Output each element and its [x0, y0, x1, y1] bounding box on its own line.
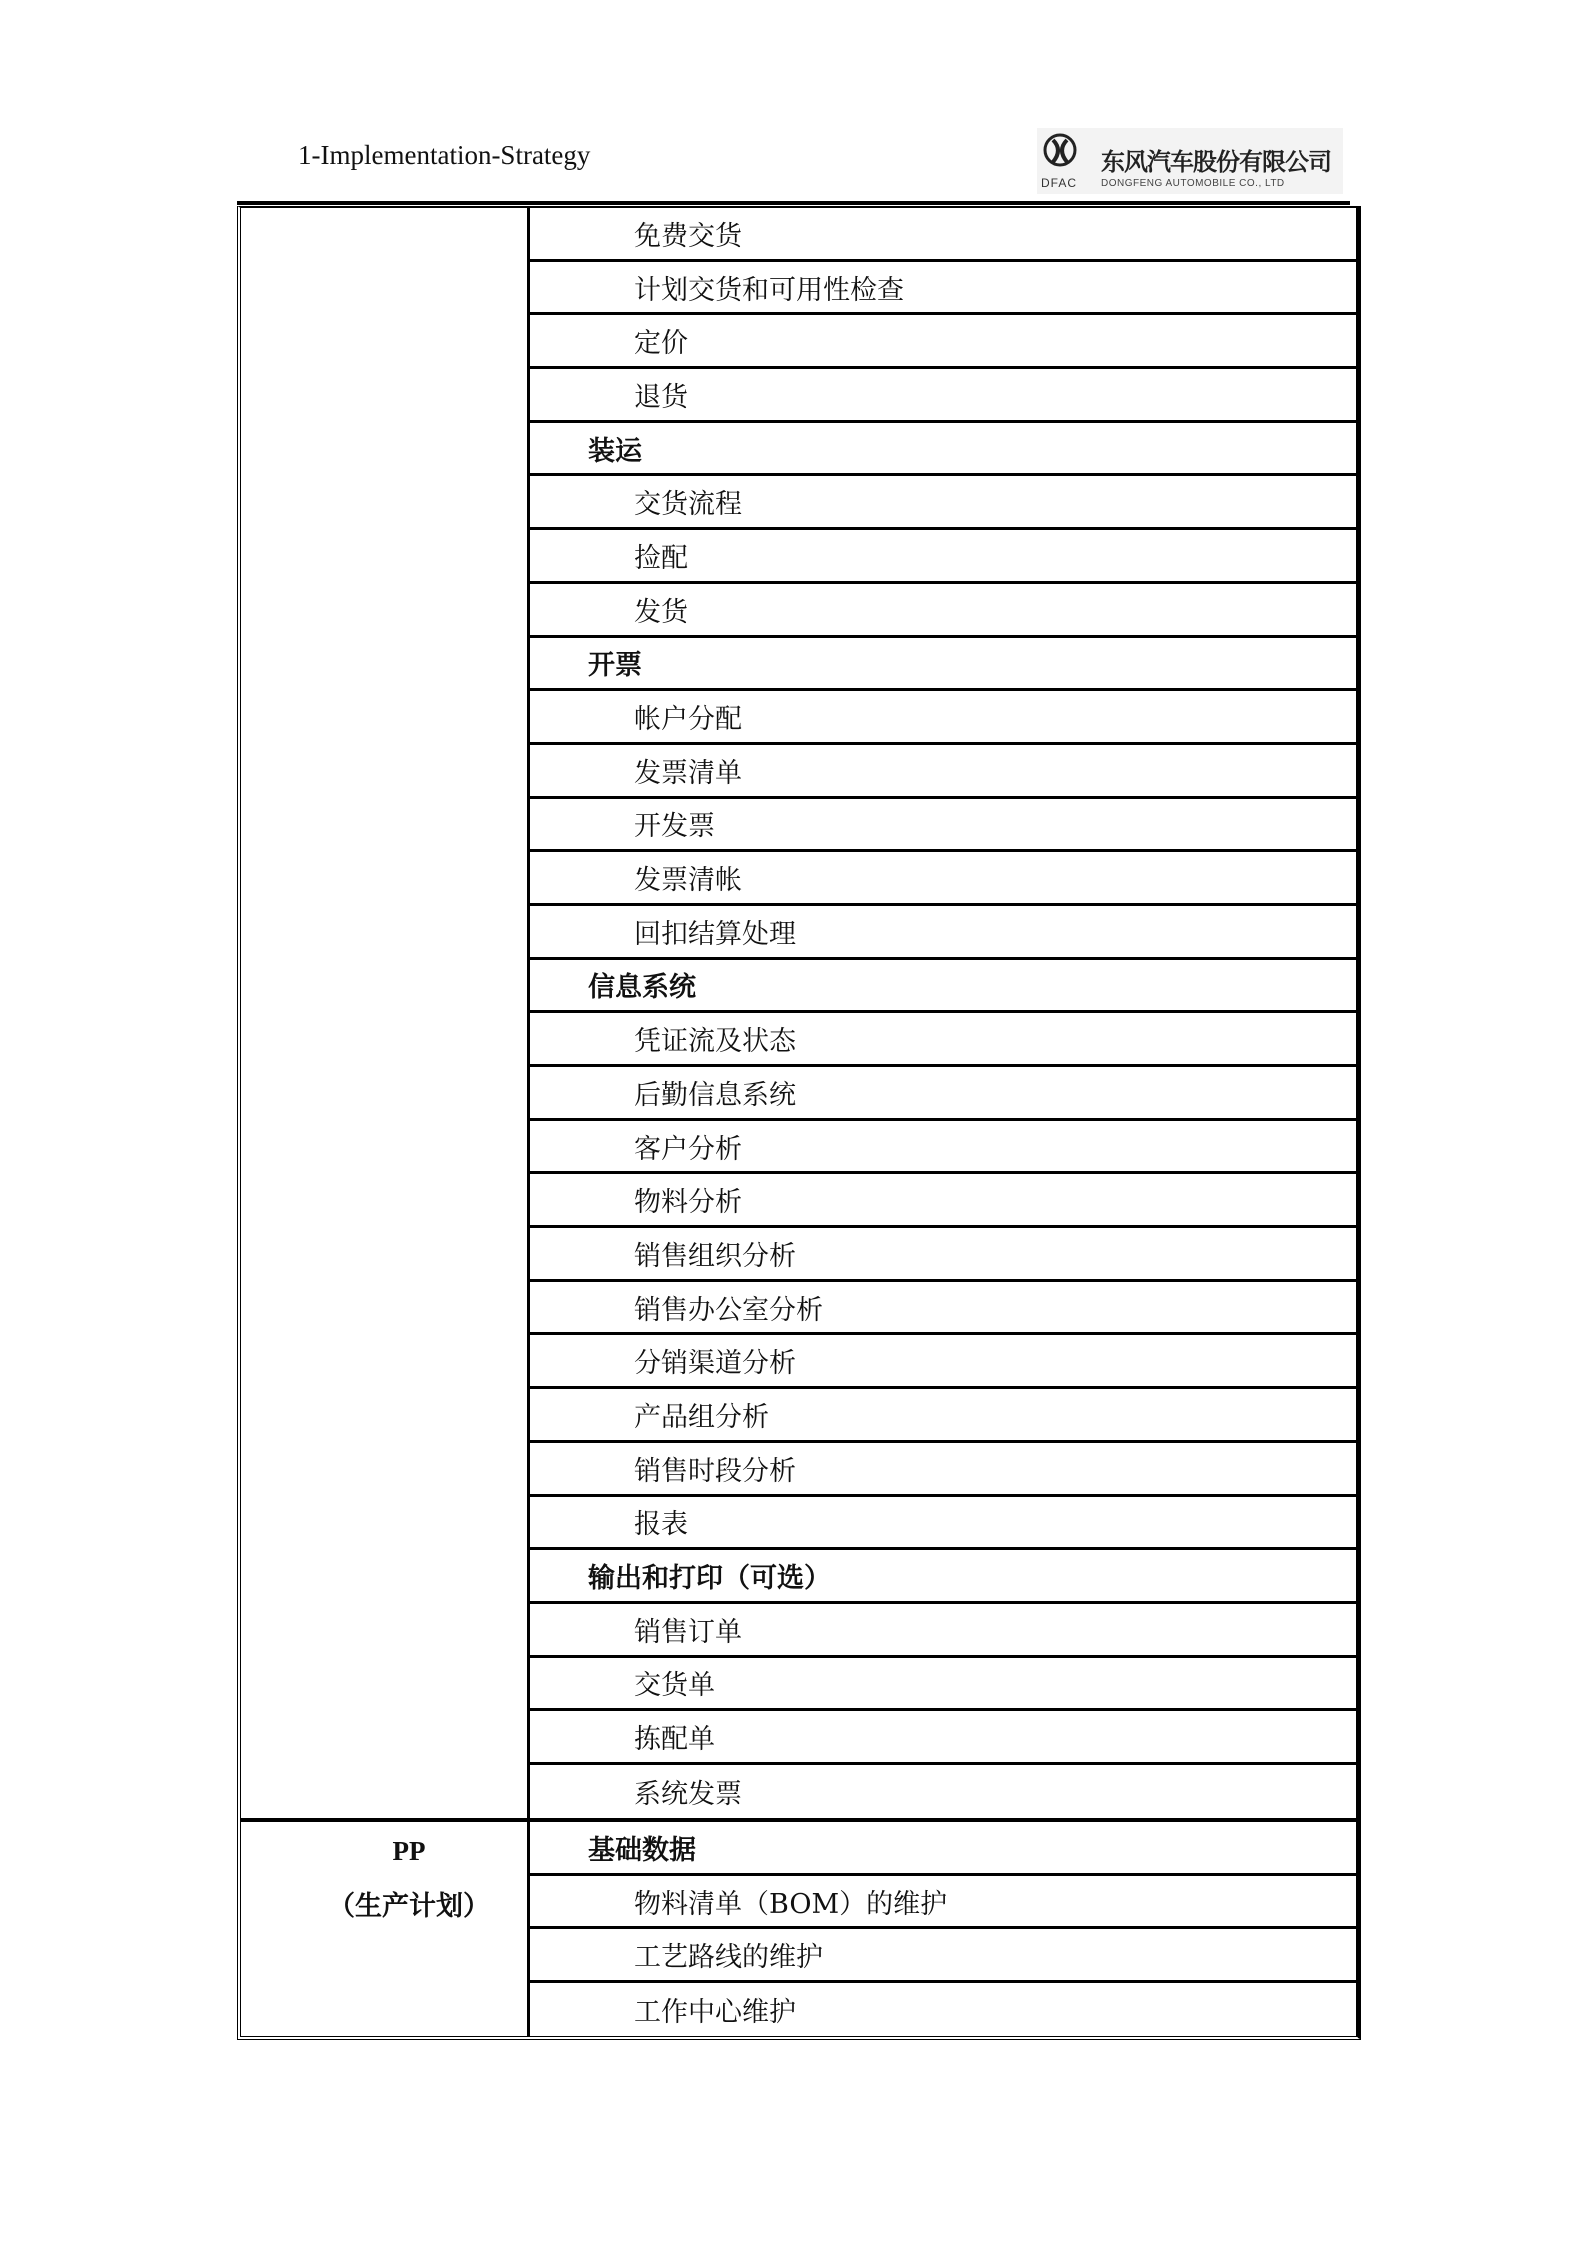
row-text: 系统发票: [634, 1779, 742, 1811]
row-text: 客户分析: [634, 1133, 742, 1165]
row-text: 回扣结算处理: [634, 918, 796, 950]
table-row: [530, 1282, 1356, 1336]
table-row: [530, 476, 1356, 530]
table-row: [530, 1658, 1356, 1712]
table-row: [530, 1876, 1356, 1930]
row-heading-text: 信息系统: [588, 972, 696, 1004]
row-text: 交货流程: [634, 489, 742, 521]
module-code-pp: PP: [392, 1836, 426, 1866]
table-row: [530, 369, 1356, 423]
row-text: 工艺路线的维护: [634, 1942, 823, 1974]
row-text: 销售时段分析: [634, 1455, 796, 1487]
table-row: [530, 852, 1356, 906]
row-text: 捡配: [634, 542, 688, 574]
row-text: 计划交货和可用性检查: [634, 274, 904, 306]
row-heading-text: 开票: [588, 650, 642, 682]
table-row: [530, 906, 1356, 960]
row-text: 凭证流及状态: [634, 1026, 796, 1058]
row-heading-text: 装运: [588, 435, 642, 467]
table-row: [530, 1765, 1356, 1819]
row-text: 报表: [634, 1509, 688, 1541]
row-text: 发货: [634, 596, 688, 628]
row-text: 工作中心维护: [634, 1997, 796, 2029]
table-row-heading: [530, 1550, 1356, 1604]
pp-rows: [530, 1822, 1356, 2037]
table-row: [530, 1335, 1356, 1389]
row-text: 物料分析: [634, 1187, 742, 1219]
sd-rows: [530, 208, 1356, 1819]
row-text: 分销渠道分析: [634, 1348, 796, 1380]
row-text: 销售办公室分析: [634, 1294, 823, 1326]
row-text: 定价: [634, 328, 688, 360]
table-row: [530, 799, 1356, 853]
row-text: 拣配单: [634, 1724, 715, 1756]
table-row: [530, 1604, 1356, 1658]
table-row-heading: [530, 638, 1356, 692]
table-row: [530, 262, 1356, 316]
table-row: [530, 315, 1356, 369]
table-row-heading: [530, 423, 1356, 477]
row-text: 后勤信息系统: [634, 1079, 796, 1111]
table-row: [530, 1983, 1356, 2037]
row-text: 物料清单（BOM）的维护: [634, 1888, 948, 1920]
table-row: [530, 1389, 1356, 1443]
row-text: 发票清单: [634, 757, 742, 789]
logo-company-name-cn: 东风汽车股份有限公司: [1101, 148, 1331, 176]
row-heading-text: 输出和打印（可选）: [588, 1563, 831, 1595]
row-text: 免费交货: [634, 220, 742, 252]
row-text: 发票清帐: [634, 865, 742, 897]
table-row: [530, 1711, 1356, 1765]
header-rule: [237, 201, 1350, 205]
table-row: [530, 1228, 1356, 1282]
table-row: [530, 1174, 1356, 1228]
module-name-pp: （生产计划）: [328, 1891, 490, 1922]
company-logo: [1037, 128, 1343, 194]
row-text: 交货单: [634, 1670, 715, 1702]
table-row: [530, 530, 1356, 584]
row-text: 销售组织分析: [634, 1240, 796, 1272]
table-row: [530, 745, 1356, 799]
document-header-title: 1-Implementation-Strategy: [298, 140, 591, 170]
table-row-heading: [530, 1822, 1356, 1876]
module-table: [237, 206, 1361, 2040]
table-row: [530, 1929, 1356, 1983]
logo-abbreviation: DFAC: [1041, 176, 1078, 190]
row-text: 销售订单: [634, 1616, 742, 1648]
row-text: 产品组分析: [634, 1401, 769, 1433]
dongfeng-emblem-icon: [1043, 132, 1077, 172]
row-heading-text: 基础数据: [588, 1834, 696, 1866]
table-row: [530, 1067, 1356, 1121]
table-row: [530, 1443, 1356, 1497]
row-text: 帐户分配: [634, 704, 742, 736]
table-row: [530, 584, 1356, 638]
table-row: [530, 1013, 1356, 1067]
table-row: [530, 208, 1356, 262]
row-text: 退货: [634, 381, 688, 413]
table-row: [530, 1121, 1356, 1175]
row-text: 开发票: [634, 811, 715, 843]
table-row-heading: [530, 960, 1356, 1014]
table-row: [530, 1497, 1356, 1551]
logo-company-name-en: DONGFENG AUTOMOBILE CO., LTD: [1101, 178, 1285, 189]
table-row: [530, 691, 1356, 745]
